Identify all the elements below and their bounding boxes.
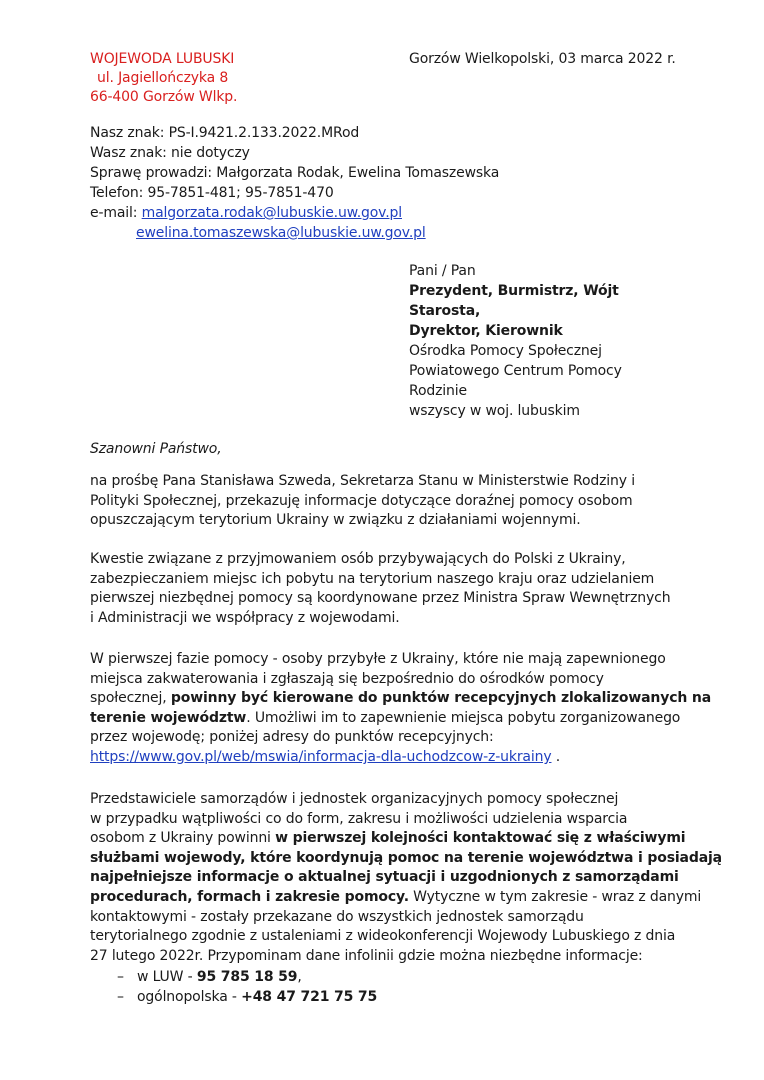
- recipient-line-7: Rodzinie: [409, 383, 467, 399]
- paragraph-2: Kwestie związane z przyjmowaniem osób przybywających do Polski z Ukrainy, zabezpieczaniem miejsc ich pobytu na terytorium naszego kraju oraz udzielaniem pierwszej niezbędnej pomocy są koordynowane przez Ministra Spraw Wewnętrznych i Administracji we współpracy z wojewodami.: [90, 551, 671, 626]
- email-row: [90, 204, 402, 224]
- phone-numbers: Telefon: 95-7851-481; 95-7851-470: [90, 185, 334, 201]
- recipient-line-2: Prezydent, Burmistrz, Wójt: [409, 283, 619, 299]
- sender-name: WOJEWODA LUBUSKI: [90, 51, 235, 67]
- email-link-tomaszewska[interactable]: ewelina.tomaszewska@lubuskie.uw.gov.pl: [136, 225, 426, 241]
- paragraph-3: W pierwszej fazie pomocy - osoby przybyłe z Ukrainy, które nie mają zapewnionego miejsca zakwaterowania i zgłaszają się bezpośrednio do ośrodków pomocy społecznej, powinny być kierowane do punktów recepcyjnych zlokalizowanych na terenie województw. Umożliwi im to zapewnienie miejsca pobytu zorganizowanego przez wojewodę; poniżej adresy do punktów recepcyjnych: https://www.gov.pl/web/mswia/informacja-dla-uchodzcow-z-ukrainy .: [90, 651, 712, 765]
- paragraph-4: Przedstawiciele samorządów i jednostek organizacyjnych pomocy społecznej w przypadku wątpliwości co do form, zakresu i możliwości udzielenia wsparcia osobom z Ukrainy powinni w pierwszej kolejności kontaktować się z właściwymi służbami wojewody, które koordynują pomoc na terenie województwa i posiadają najpełniejsze informacje o aktualnej sytuacji i uzgodnionych z samorządami procedurach, formach i zakresie pomocy. Wytyczne w tym zakresie - wraz z danymi kontaktowymi - zostały przekazane do wszystkich jednostek samorządu terytorialnego zgodnie z ustaleniami z wideokonferencji Wojewody Lubuskiego z dnia 27 lutego 2022r. Przypominam dane infolinii gdzie można niezbędne informacje:: [90, 791, 722, 964]
- email-link-rodak[interactable]: malgorzata.rodak@lubuskie.uw.gov.pl: [141, 205, 402, 221]
- email-row-2: [136, 224, 426, 244]
- recipient-line-3: Starosta,: [409, 303, 481, 319]
- recipient-line-8: wszyscy w woj. lubuskim: [409, 403, 580, 419]
- reception-points-link[interactable]: https://www.gov.pl/web/mswia/informacja-dla-uchodzcow-z-ukrainy: [90, 748, 552, 765]
- recipient-line-6: Powiatowego Centrum Pomocy: [409, 363, 622, 379]
- salutation: Szanowni Państwo,: [90, 441, 222, 457]
- hotline-number-national: +48 47 721 75 75: [241, 989, 378, 1005]
- hotline-item-national: – ogólnopolska - +48 47 721 75 75: [117, 989, 378, 1005]
- our-reference: Nasz znak: PS-I.9421.2.133.2022.MRod: [90, 125, 360, 141]
- recipient-line-4: Dyrektor, Kierownik: [409, 323, 563, 339]
- your-reference: Wasz znak: nie dotyczy: [90, 145, 250, 161]
- email-label: e-mail:: [90, 205, 138, 221]
- hotline-number-luw: 95 785 18 59: [196, 969, 298, 985]
- recipient-line-1: Pani / Pan: [409, 263, 476, 279]
- paragraph-1: na prośbę Pana Stanisława Szweda, Sekretarza Stanu w Ministerstwie Rodziny i Polityki Społecznej, przekazuję informacje dotyczące doraźnej pomocy osobom opuszczającym terytorium Ukrainy w związku z działaniami wojennymi.: [90, 473, 635, 529]
- handled-by: Sprawę prowadzi: Małgorzata Rodak, Ewelina Tomaszewska: [90, 165, 500, 181]
- sender-street: ul. Jagiellończyka 8: [97, 70, 229, 86]
- date-line: Gorzów Wielkopolski, 03 marca 2022 r.: [409, 51, 676, 67]
- recipient-line-5: Ośrodka Pomocy Społecznej: [409, 343, 602, 359]
- sender-city: 66-400 Gorzów Wlkp.: [90, 89, 238, 105]
- hotline-item-luw: – w LUW - 95 785 18 59,: [117, 969, 302, 985]
